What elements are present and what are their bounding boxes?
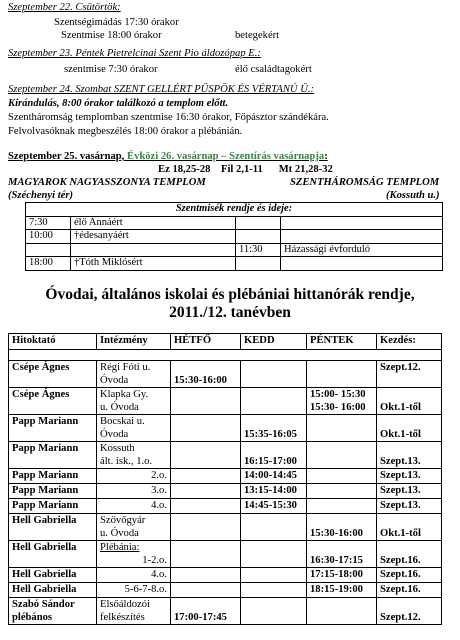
table-row: Hell Gabriella 5-6-7-8.o. 18:15-19:00 Szept.16. (9, 583, 442, 598)
day3-title: Szeptember 24. Szombat SZENT GELLÉRT PÜSPÖK ÉS VÉRTANÚ Ü.: (8, 84, 315, 95)
place-right: (Kossuth u.) (386, 190, 440, 201)
place-left: (Széchenyi tér) (8, 190, 74, 201)
table-row: Papp Mariann Bocskai u. Óvoda 15:35-16:05 Okt.1-től (9, 415, 442, 442)
table-row: Papp Mariann Kossuth ált. isk., 1.o. 16:15-17:00 Szept.13. (9, 442, 442, 469)
schedule-heading-line1: Óvodai, általános iskolai és plébániai hittanórák rendje, (45, 286, 415, 303)
church-left: MAGYAROK NAGYASSZONYA TEMPLOM (8, 177, 206, 188)
table-row: Csépe Ágnes Régi Fóti u. Óvoda 15:30-16:00 Szept.12. (9, 361, 442, 388)
col-header: KEDD (241, 334, 307, 350)
day3-line2: Szentháromság templomban szentmise 16:30 órakor, Főpásztor szándékára. (8, 112, 329, 123)
table-row: Csépe Ágnes Klapka Gy. u. Óvoda 15:00- 15:30 15:30- 16:00 Okt.1-től (9, 388, 442, 415)
day3-line1: Kirándulás, 8:00 órakor találkozó a templom előtt. (8, 98, 229, 109)
day2-intent: élő családtagokért (235, 64, 312, 75)
day2-title: Szeptember 23. Péntek Pietrelcinai Szent Pio áldozópap E.: (8, 48, 261, 59)
col-header: Kezdés: (377, 334, 442, 350)
table-row: Papp Mariann 4.o. 14:45-15:30 Szept.13. (9, 499, 442, 514)
table-row: Hell Gabriella Plébánia: 1-2.o. 16:30-17:15 Szept.16. (9, 541, 442, 568)
table-row: Szabó Sándor plébános Elsőáldozói felkészítés 17:00-17:45 Szept.12. (9, 598, 442, 625)
col-header: Intézmény (97, 334, 171, 350)
table-row: Hell Gabriella 4.o. 17:15-18:00 Szept.16. (9, 568, 442, 583)
mass-table (25, 202, 443, 271)
day1-intent: betegekért (235, 30, 280, 41)
table-row: Papp Mariann 3.o. 13:15-14:00 Szept.13. (9, 484, 442, 499)
schedule-heading-line2: 2011./12. tanévben (169, 304, 291, 321)
day3-line3: Felvolvasóknak megbeszélés 18:00 órakor a plébánián. (8, 126, 243, 137)
mass-row: 18:00 †Tóth Miklósért (26, 257, 443, 271)
col-header: PÉNTEK (307, 334, 377, 350)
mass-header: Szentmisék rendje és ideje: (26, 203, 443, 217)
col-header: Hitoktató (9, 334, 97, 350)
table-row: Hell Gabriella Szövőgyár u. Óvoda 15:30-16:00 Okt.1-től (9, 514, 442, 541)
schedule-header-row (9, 334, 442, 350)
day1-line2: Szentmise 18:00 órakor (61, 30, 162, 41)
table-row: Papp Mariann 2.o. 14:00-14:45 Szept.13. (9, 469, 442, 484)
schedule-table (8, 333, 442, 625)
day1-line1: Szentségimádás 17:30 órakor (54, 17, 179, 28)
day4-title: Szeptember 25. vasárnap, Évközi 26. vasárnap – Szentírás vasárnapja: (8, 151, 328, 162)
mass-row: 10:00 †édesanyáért (26, 230, 443, 244)
day2-line1: szentmise 7:30 órakor (64, 64, 158, 75)
col-header: HÉTFŐ (171, 334, 241, 350)
day1-title: Szeptember 22. Csütörtök: (8, 2, 121, 13)
mass-row: 11:30 Házassági évforduló (26, 243, 443, 257)
readings: Ez 18,25-28 Fil 2,1-11 Mt 21,28-32 (158, 164, 333, 175)
church-right: SZENTHÁROMSÁG TEMPLOM (290, 177, 440, 188)
mass-row: 7:30 élő Annáért (26, 216, 443, 230)
